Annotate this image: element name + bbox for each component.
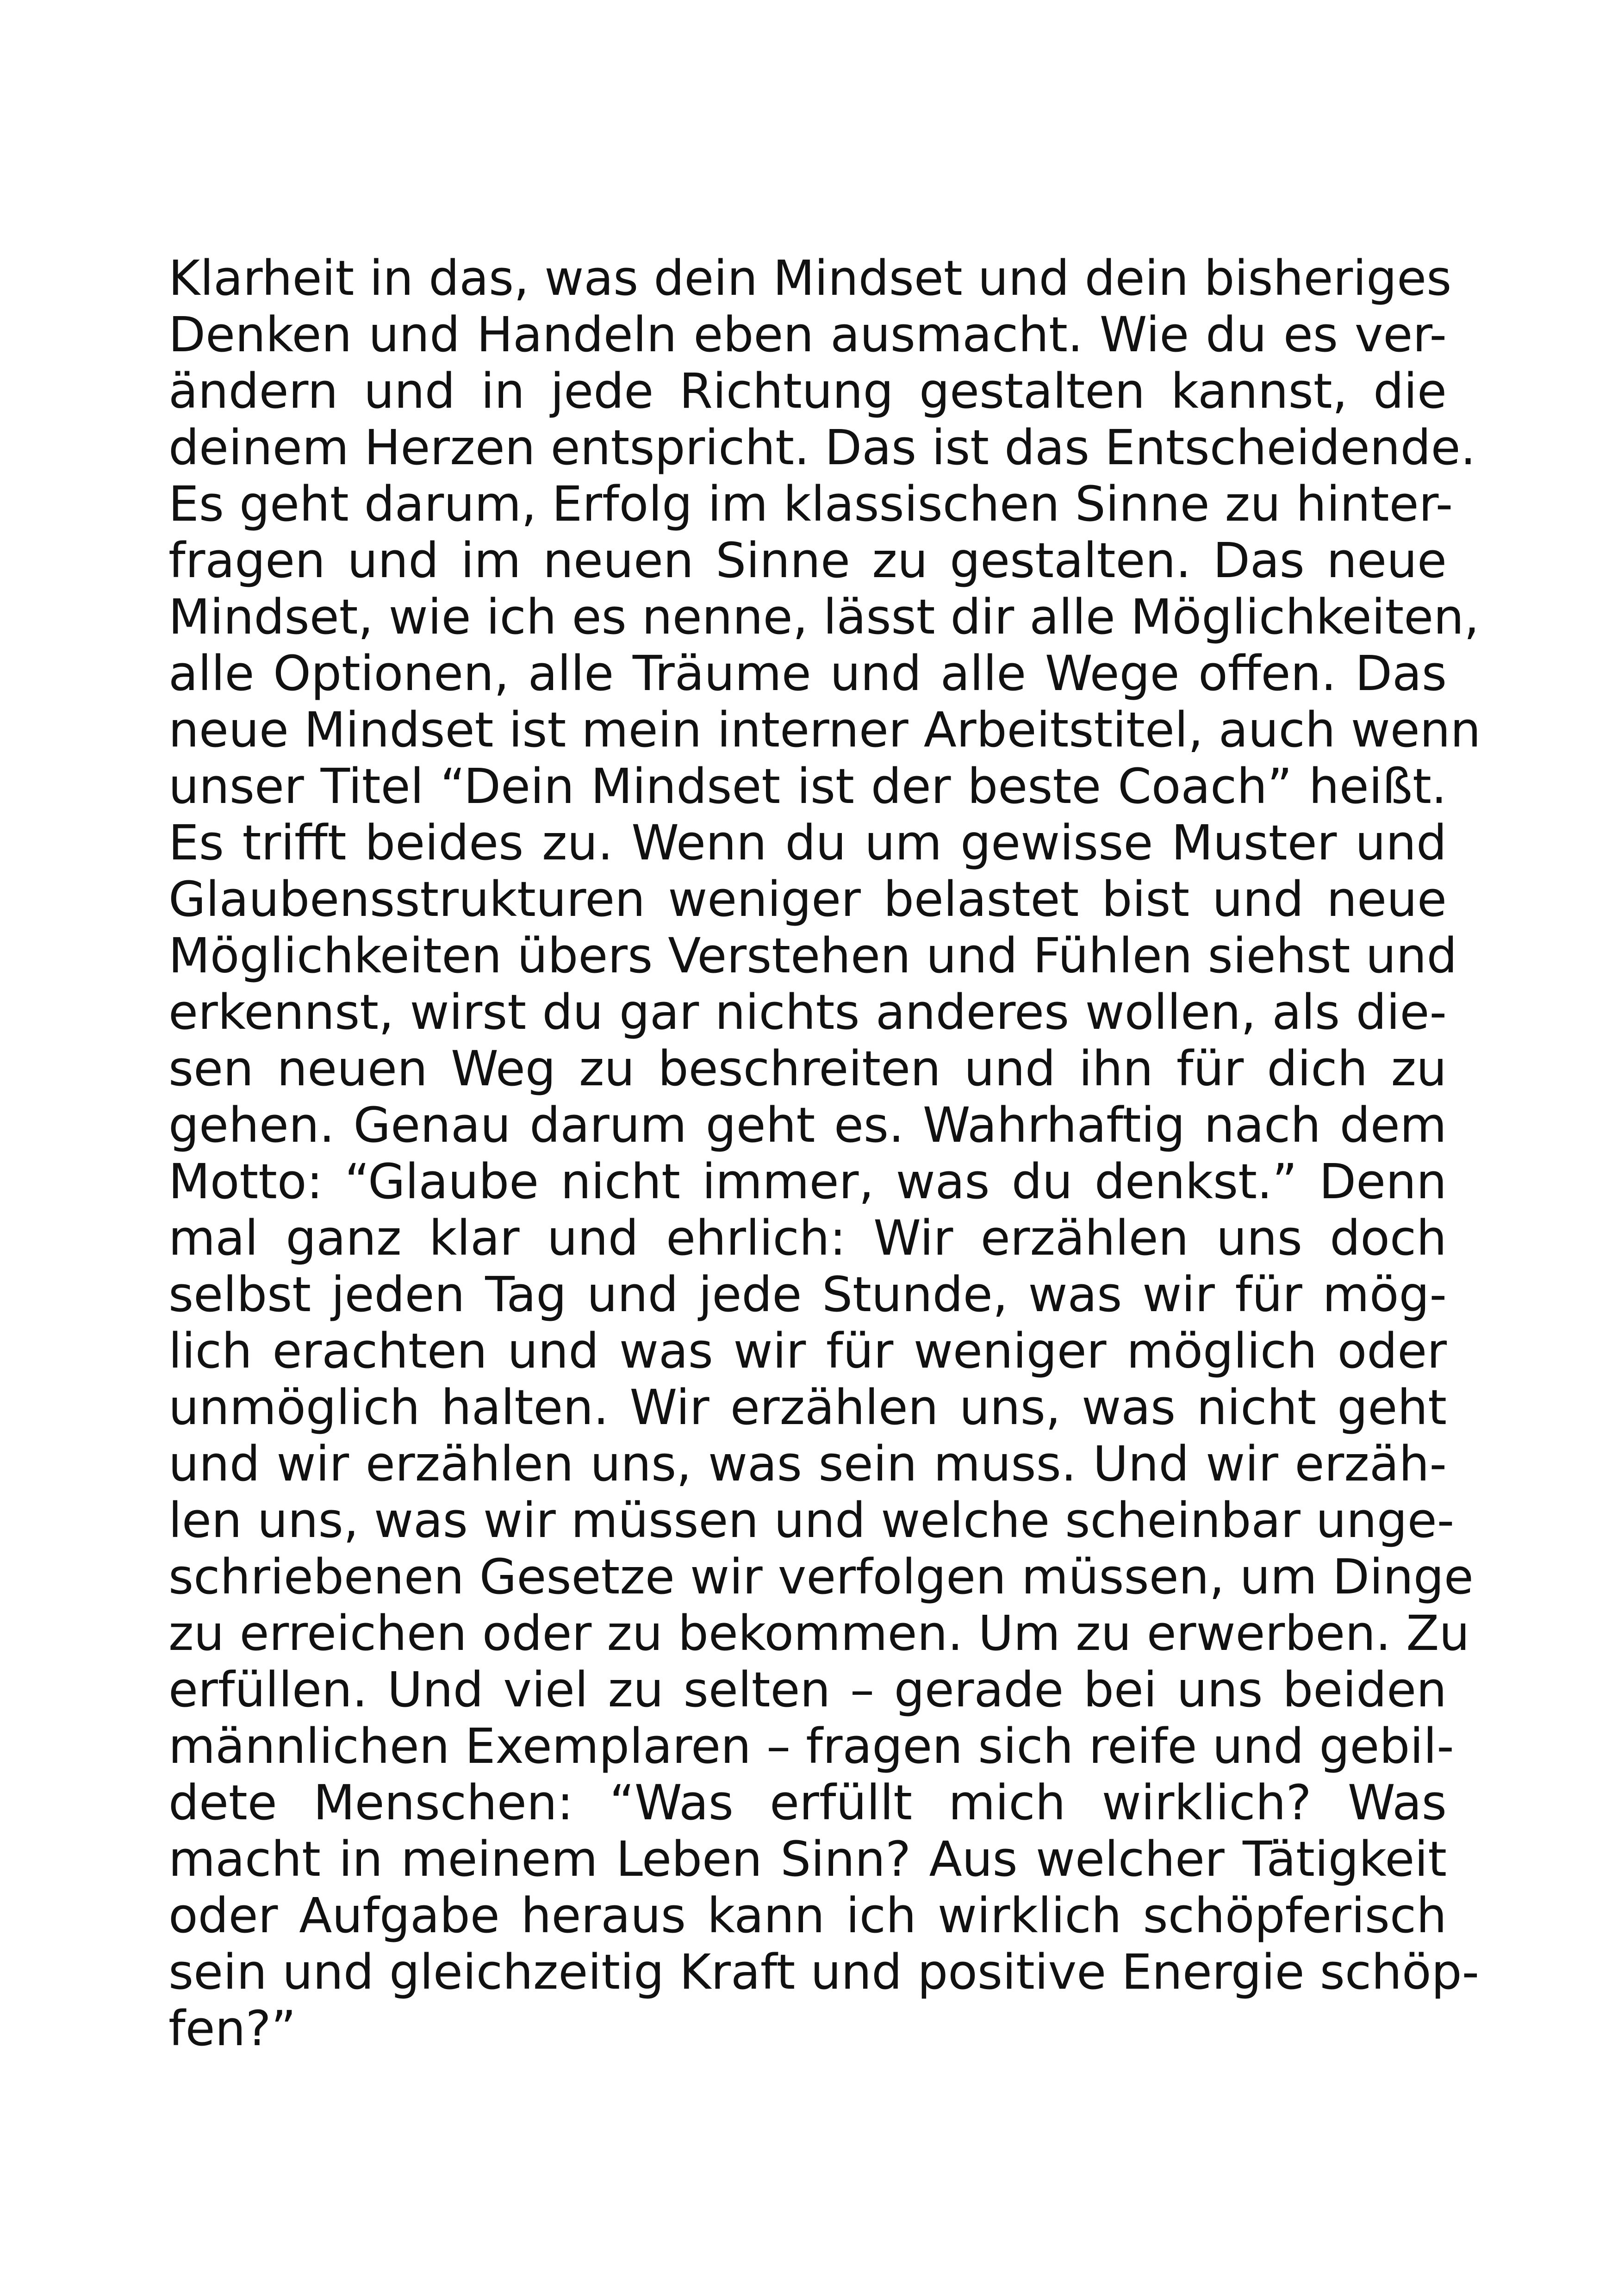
text-line: sen neuen Weg zu beschreiten und ihn für dich zu xyxy=(168,1040,1447,1097)
text-line: gehen. Genau darum geht es. Wahrhaftig nach dem xyxy=(168,1097,1447,1153)
text-line: lich erachten und was wir für weniger möglich oder xyxy=(168,1323,1447,1379)
text-line: mal ganz klar und ehrlich: Wir erzählen uns doch xyxy=(168,1210,1447,1266)
text-line: Mindset, wie ich es nenne, lässt dir alle Möglichkeiten, xyxy=(168,589,1480,645)
text-line: erfüllen. Und viel zu selten – gerade bei uns beiden xyxy=(168,1661,1447,1718)
text-line: len uns, was wir müssen und welche scheinbar unge- xyxy=(168,1492,1455,1549)
text-line: ändern und in jede Richtung gestalten kannst, die xyxy=(168,363,1447,419)
text-line: alle Optionen, alle Träume und alle Wege offen. Das xyxy=(168,645,1447,702)
text-line: fragen und im neuen Sinne zu gestalten. Das neue xyxy=(168,532,1447,589)
text-line: dete Menschen: “Was erfüllt mich wirklich? Was xyxy=(168,1774,1447,1831)
text-line: männlichen Exemplaren – fragen sich reife und gebil- xyxy=(168,1718,1454,1774)
text-line: Möglichkeiten übers Verstehen und Fühlen siehst und xyxy=(168,927,1457,984)
text-line: unmöglich halten. Wir erzählen uns, was nicht geht xyxy=(168,1379,1447,1436)
text-line: schriebenen Gesetze wir verfolgen müssen, um Dinge xyxy=(168,1549,1474,1605)
text-line: und wir erzählen uns, was sein muss. Und wir erzäh- xyxy=(168,1436,1447,1492)
text-line: Denken und Handeln eben ausmacht. Wie du es ver- xyxy=(168,306,1447,363)
text-line: unser Titel “Dein Mindset ist der beste Coach” heißt. xyxy=(168,758,1447,815)
text-line: fen?” xyxy=(168,2000,296,2057)
text-line: selbst jeden Tag und jede Stunde, was wir für mög- xyxy=(168,1266,1447,1323)
text-line: macht in meinem Leben Sinn? Aus welcher Tätigkeit xyxy=(168,1831,1447,1887)
text-line: Motto: “Glaube nicht immer, was du denkst.” Denn xyxy=(168,1153,1447,1210)
text-line: deinem Herzen entspricht. Das ist das Entscheidende. xyxy=(168,419,1476,476)
text-line: Es geht darum, Erfolg im klassischen Sinne zu hinter- xyxy=(168,476,1453,532)
text-line: zu erreichen oder zu bekommen. Um zu erwerben. Zu xyxy=(168,1605,1470,1661)
body-text xyxy=(168,250,1481,2057)
text-line: Klarheit in das, was dein Mindset und dein bisheriges xyxy=(168,250,1452,306)
text-line: erkennst, wirst du gar nichts anderes wollen, als die- xyxy=(168,984,1447,1040)
text-line: oder Aufgabe heraus kann ich wirklich schöpferisch xyxy=(168,1887,1447,1944)
text-line: sein und gleichzeitig Kraft und positive Energie schöp- xyxy=(168,1944,1480,2000)
text-line: Glaubensstrukturen weniger belastet bist und neue xyxy=(168,871,1447,927)
text-line: Es trifft beides zu. Wenn du um gewisse Muster und xyxy=(168,815,1447,871)
text-line: neue Mindset ist mein interner Arbeitstitel, auch wenn xyxy=(168,702,1481,758)
